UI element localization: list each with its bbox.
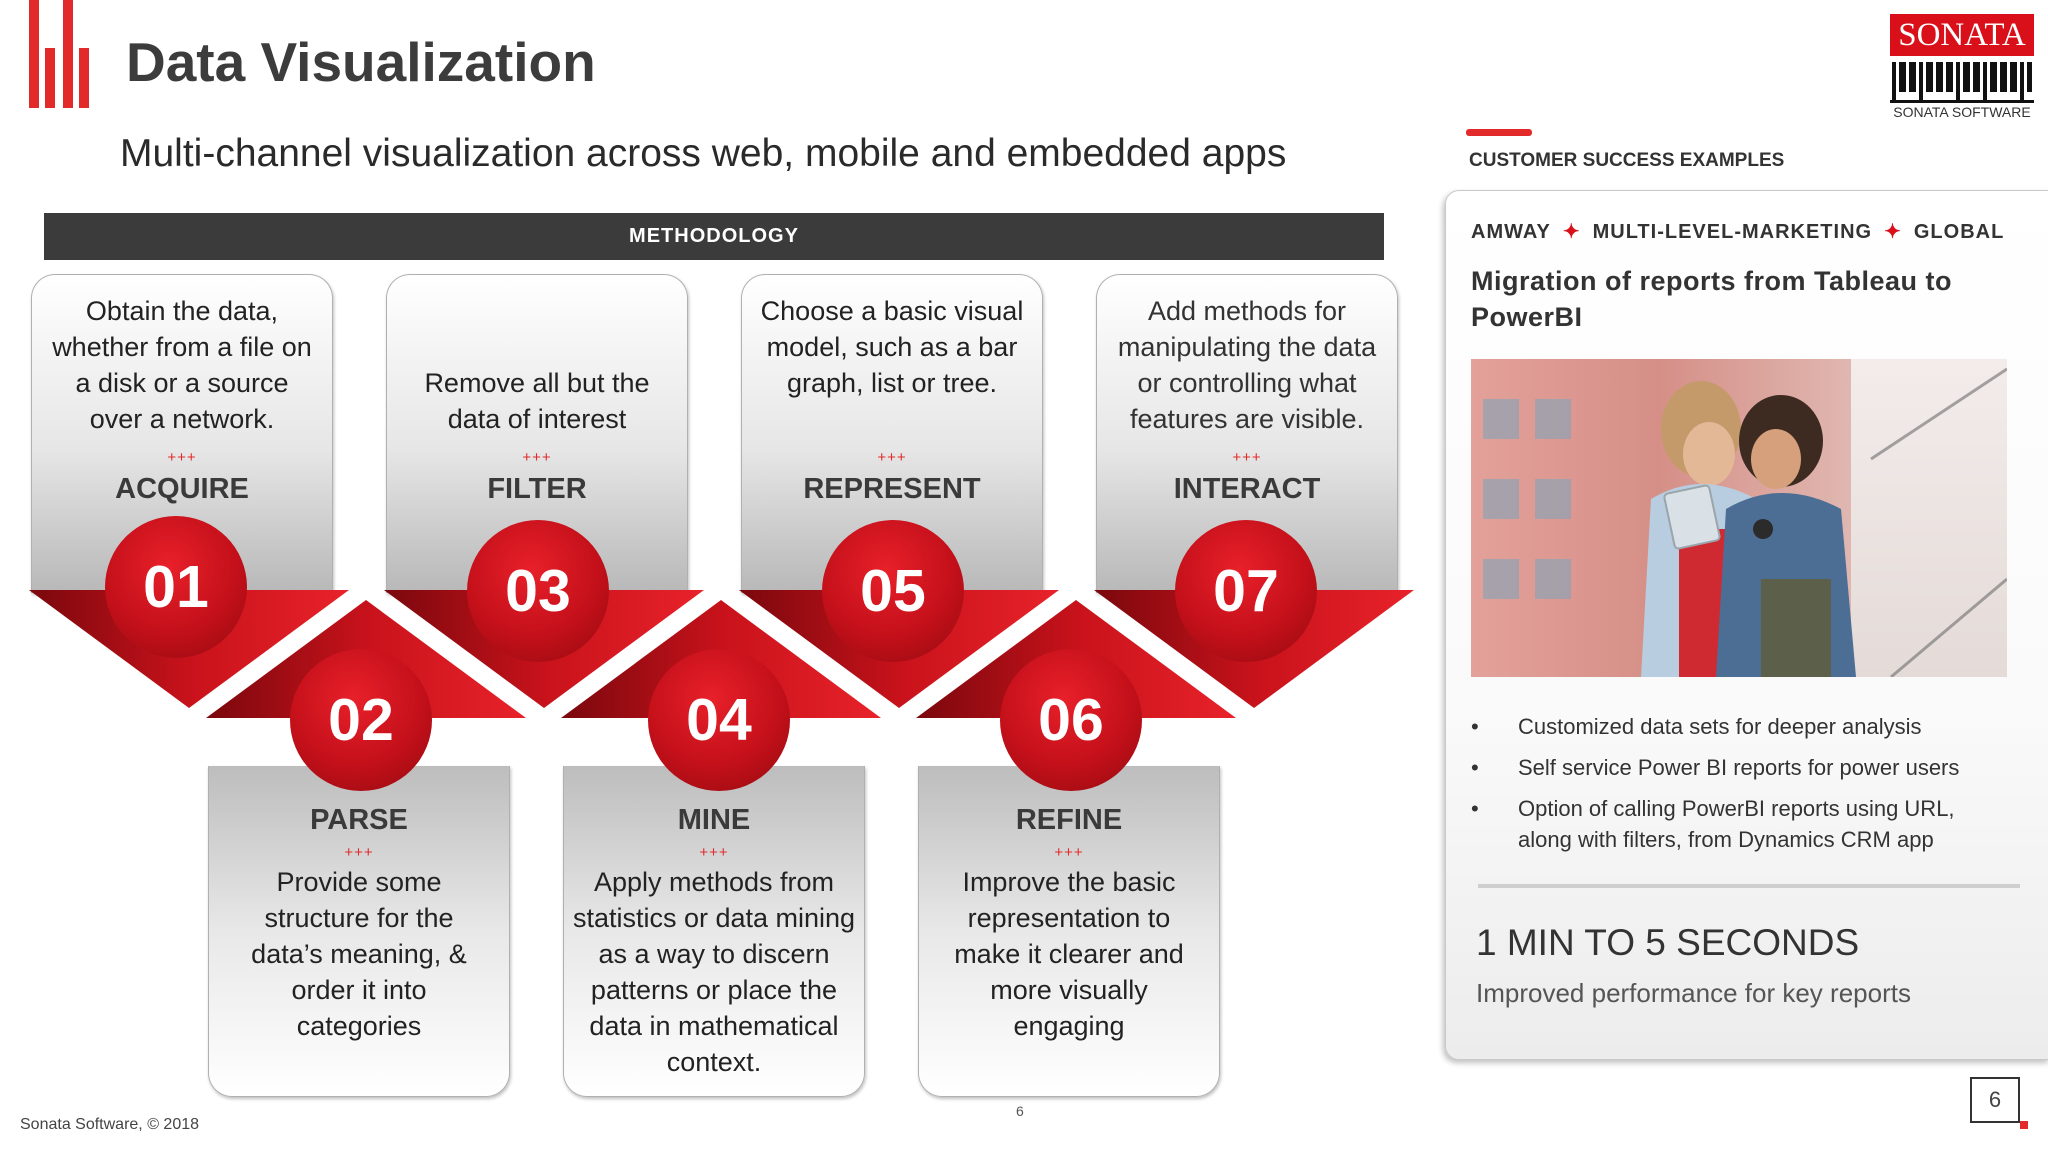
step-description: Remove all but the data of interest xyxy=(424,368,650,434)
step-card-parse xyxy=(208,766,510,1097)
bullet-dot-icon: • xyxy=(1471,714,1479,739)
step-label: MINE xyxy=(677,804,751,836)
step-number-badge: 02 xyxy=(290,649,432,791)
panel-divider xyxy=(1478,884,2020,888)
tag-region: GLOBAL xyxy=(1913,221,2005,243)
step-label: REPRESENT xyxy=(803,473,981,505)
section-title: CUSTOMER SUCCESS EXAMPLES xyxy=(1469,150,1785,171)
case-headline: Migration of reports from Tableau to PowerBI xyxy=(1471,266,1953,332)
step-plus-marks: +++ xyxy=(1232,449,1262,466)
step-label: FILTER xyxy=(487,473,587,505)
step-number-badge: 07 xyxy=(1175,520,1317,662)
page-corner-accent xyxy=(2020,1121,2028,1129)
step-plus-marks: +++ xyxy=(167,449,197,466)
step-label: PARSE xyxy=(310,804,408,836)
step-card-refine xyxy=(918,766,1220,1097)
bullet-dot-icon: • xyxy=(1471,755,1479,780)
tag-industry: MULTI-LEVEL-MARKETING xyxy=(1592,221,1873,243)
bullet-text: Option of calling PowerBI reports using URL, along with filters, from Dynamics CRM app xyxy=(1518,796,1955,852)
step-plus-marks: +++ xyxy=(699,844,729,861)
step-number-badge: 03 xyxy=(467,520,609,662)
bullet-text: Self service Power BI reports for power users xyxy=(1518,755,1960,780)
step-number-badge: 05 xyxy=(822,520,964,662)
step-description: Provide some structure for the data’s meaning, & order it into categories xyxy=(251,867,467,1041)
star-separator-icon: ✦ xyxy=(1562,221,1581,243)
piano-keys-icon xyxy=(1890,58,2034,110)
page-number-box: 6 xyxy=(1970,1077,2020,1123)
footer-copyright: Sonata Software, © 2018 xyxy=(20,1116,200,1133)
methodology-bar: METHODOLOGY xyxy=(44,213,1384,260)
step-plus-marks: +++ xyxy=(522,449,552,466)
star-separator-icon: ✦ xyxy=(1884,221,1902,243)
step-label: INTERACT xyxy=(1173,473,1321,505)
step-description: Choose a basic visual model, such as a bar graph, list or tree. xyxy=(760,296,1024,398)
step-description: Add methods for manipulating the data or controlling what features are visible. xyxy=(1117,296,1377,434)
section-accent-line xyxy=(1466,129,1532,136)
case-photo xyxy=(1471,359,2007,677)
step-plus-marks: +++ xyxy=(877,449,907,466)
tag-client: AMWAY xyxy=(1471,221,1551,243)
logo-wordmark: SONATA xyxy=(1890,14,2034,56)
step-description: Improve the basic representation to make it clearer and more visually engaging xyxy=(954,867,1184,1041)
result-metric: 1 MIN TO 5 SECONDS xyxy=(1476,922,1860,963)
step-label: ACQUIRE xyxy=(115,473,249,505)
page-title: Data Visualization xyxy=(126,31,596,93)
page-subtitle: Multi-channel visualization across web, mobile and embedded apps xyxy=(120,132,1287,175)
result-description: Improved performance for key reports xyxy=(1476,978,1911,1008)
step-plus-marks: +++ xyxy=(1054,844,1084,861)
step-number-badge: 04 xyxy=(648,649,790,791)
step-description: Obtain the data, whether from a file on a disk or a source over a network. xyxy=(52,296,312,434)
step-label: REFINE xyxy=(1015,804,1123,836)
step-number-badge: 01 xyxy=(105,516,247,658)
step-card-mine xyxy=(563,766,865,1097)
sonata-logo xyxy=(1888,12,2036,122)
logo-subtext: SONATA SOFTWARE xyxy=(1893,104,2031,120)
footer-center-page-number: 6 xyxy=(1016,1103,1024,1119)
step-number-badge: 06 xyxy=(1000,649,1142,791)
step-plus-marks: +++ xyxy=(344,844,374,861)
bullet-text: Customized data sets for deeper analysis xyxy=(1518,714,1922,739)
step-description: Apply methods from statistics or data mining as a way to discern patterns or place the data in mathematical context. xyxy=(572,867,856,1077)
bullet-dot-icon: • xyxy=(1471,796,1479,821)
case-tags xyxy=(1471,219,2004,244)
